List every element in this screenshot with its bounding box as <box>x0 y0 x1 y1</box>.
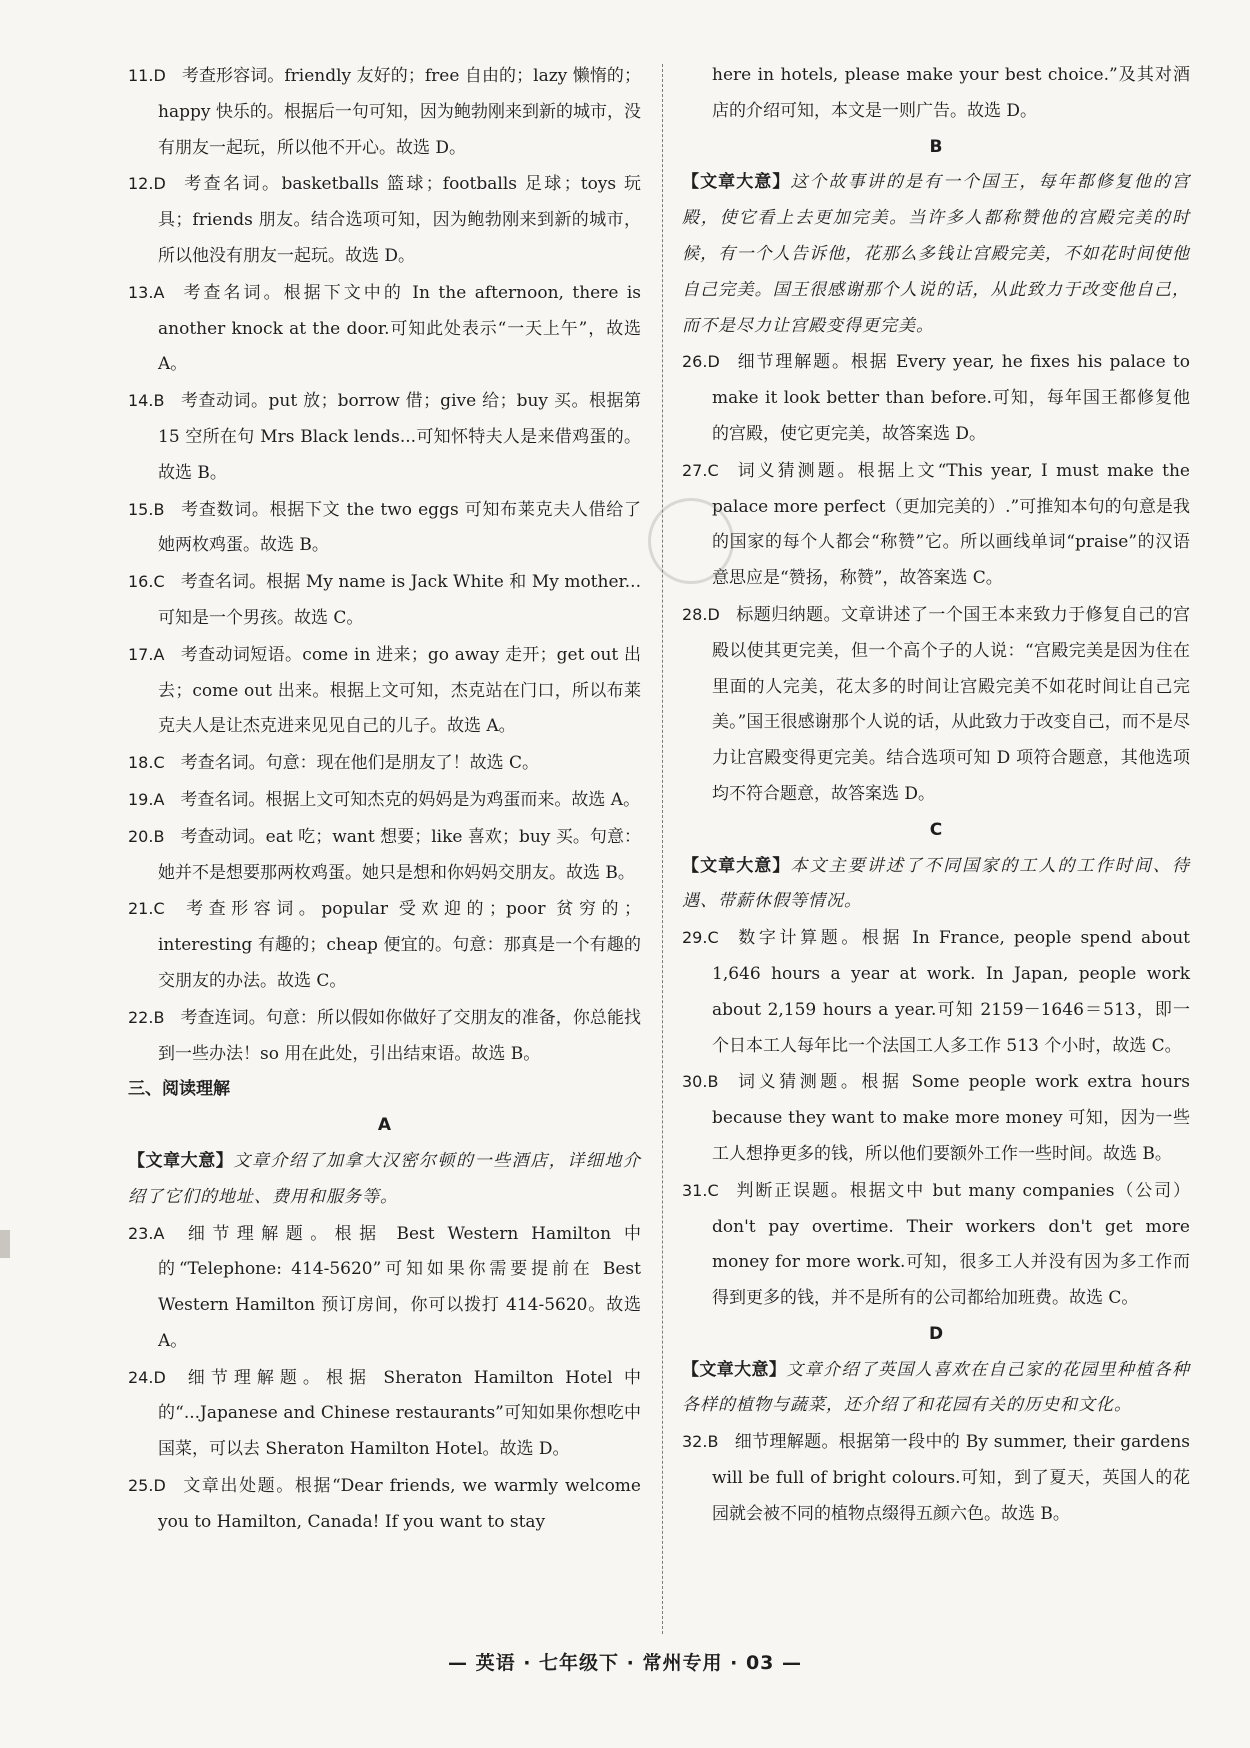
answer-letter: D <box>707 352 720 372</box>
answer-letter: D <box>153 66 166 85</box>
question-number: 17. <box>128 644 154 664</box>
question-item <box>128 58 641 166</box>
explanation-text: 考查动词短语。come in 进来；go away 走开；get out 出去；come out 出来。根据上文可知，杰克站在门口，所以布莱克夫人是让杰克进来见见自己的儿子。故选 A。 <box>158 644 641 737</box>
answer-letter: B <box>153 1007 165 1027</box>
explanation-text: 细节理解题。根据第一段中的 By summer, their gardens will be full of bright colours.可知，到了夏天，英国人的花园就会被不同的植物点缀得五颜六色。故选 B。 <box>712 1432 1190 1524</box>
explanation-text: 考查名词。根据下文中的 In the afternoon, there is another knock at the door.可知此处表示“一天上午”，故选 A。 <box>158 282 641 375</box>
left-column <box>128 58 641 1541</box>
stamp-seal <box>648 498 734 584</box>
answer-letter: B <box>707 1432 719 1452</box>
question-number: 12. <box>128 174 154 194</box>
explanation-text: 细节理解题。根据 Sheraton Hamilton Hotel 中的“...Japanese and Chinese restaurants”可知如果你想吃中国菜，可以去 Sheraton Hamilton Hotel。故选 D。 <box>158 1367 641 1460</box>
answer-letter: B <box>153 499 165 519</box>
passage-c-questions <box>682 920 1190 1317</box>
question-item <box>128 819 641 892</box>
question-number: 15. <box>128 499 154 519</box>
question-item <box>128 891 641 999</box>
question-number: 31. <box>682 1180 708 1200</box>
question-25-continued: here in hotels, please make your best choice.”及其对酒店的介绍可知，本文是一则广告。故选 D。 <box>712 65 1190 121</box>
answer-letter: C <box>153 572 165 592</box>
answer-letter: C <box>707 460 719 480</box>
answer-letter: A <box>153 644 165 664</box>
explanation-text: 判断正误题。根据文中 but many companies（公司）don't pay overtime. Their workers don't get more money for more work.可知，很多工人并没有因为多工作而得到更多的钱，并不是所有的公司都给加班费。故选 C。 <box>712 1180 1190 1309</box>
question-item <box>128 637 641 745</box>
explanation-text: 考查名词。basketballs 篮球；footballs 足球；toys 玩具；friends 朋友。结合选项可知，因为鲍勃刚来到新的城市，所以他没有朋友一起玩。故选 D。 <box>158 174 641 266</box>
question-item <box>682 453 1190 597</box>
right-column <box>682 58 1190 1533</box>
question-number: 20. <box>128 826 154 846</box>
answer-letter: D <box>153 1367 166 1387</box>
explanation-text: 词义猜测题。根据 Some people work extra hours because they want to make more money 可知，因为一些工人想挣更多的钱，所以他们要额外工作一些时间。故选 B。 <box>712 1072 1190 1164</box>
explanation-text: 数字计算题。根据 In France, people spend about 1,646 hours a year at work. In Japan, people work about 2,159 hours a year.可知 2159－1646＝513，即一个日本工人每年比一个法国工人多工作 513 个小时，故选 C。 <box>712 928 1190 1056</box>
question-item <box>128 383 641 491</box>
passage-b-summary: 【文章大意】这个故事讲的是有一个国王，每年都修复他的宫殿，使它看上去更加完美。当许多人都称赞他的宫殿完美的时候，有一个人告诉他，花那么多钱让宫殿完美，不如花时间使他自己完美。国王很感谢那个人说的话，从此致力于改变他自己，而不是尽力让宫殿变得更完美。 <box>682 172 1191 336</box>
passage-d-summary: 【文章大意】文章介绍了英国人喜欢在自己家的花园里种植各种各样的植物与蔬菜，还介绍了和花园有关的历史和文化。 <box>682 1359 1191 1416</box>
question-item <box>682 1424 1190 1532</box>
question-item <box>128 275 641 383</box>
page-edge-mark <box>0 1230 10 1258</box>
answer-letter: D <box>153 174 166 194</box>
question-item <box>682 1173 1190 1317</box>
question-number: 29. <box>682 928 708 948</box>
explanation-text: 文章出处题。根据“Dear friends, we warmly welcome you to Hamilton, Canada! If you want to stay <box>158 1476 641 1532</box>
passage-d-letter: D <box>928 1323 944 1344</box>
question-number: 28. <box>682 604 708 624</box>
question-item <box>128 1000 641 1073</box>
question-number: 23. <box>128 1223 154 1243</box>
passage-d-questions <box>682 1424 1190 1532</box>
passage-b-questions <box>682 344 1190 812</box>
left-question-list <box>128 58 641 1072</box>
answer-letter: A <box>153 282 165 302</box>
question-number: 22. <box>128 1007 154 1027</box>
answer-letter: C <box>153 753 165 773</box>
question-item <box>682 597 1190 813</box>
question-number: 27. <box>682 460 708 480</box>
answer-letter: C <box>707 1180 719 1200</box>
answer-letter: A <box>153 1223 165 1243</box>
question-item <box>128 492 641 565</box>
explanation-text: 标题归纳题。文章讲述了一个国王本来致力于修复自己的宫殿以使其更完美，但一个高个子的人说：“宫殿完美是因为住在里面的人完美，花太多的时间让宫殿完美不如花时间让自己完美。”国王很感谢那个人说的话，从此致力于改变自己，而不是尽力让宫殿变得更完美。结合选项可知 D 项符合题意，其他选项均不符合题意，故答案选 D。 <box>712 604 1190 804</box>
answer-letter: C <box>153 899 165 919</box>
passage-c-letter: C <box>929 819 943 840</box>
answer-letter: D <box>707 604 720 624</box>
question-item <box>128 1216 641 1360</box>
question-number: 26. <box>682 352 708 372</box>
explanation-text: 考查连词。句意：所以假如你做好了交朋友的准备，你总能找到一些办法！so 用在此处，引出结束语。故选 B。 <box>158 1007 641 1064</box>
section-title: 三、阅读理解 <box>128 1079 230 1100</box>
passage-b-letter: B <box>929 136 943 157</box>
question-item <box>128 745 641 782</box>
explanation-text: 细节理解题。根据 Every year, he fixes his palace to make it look better than before.可知，每年国王都修复他的宫殿，使它更完美，故答案选 D。 <box>712 352 1190 444</box>
question-item <box>682 344 1190 452</box>
passage-c-summary: 【文章大意】本文主要讲述了不同国家的工人的工作时间、待遇、带薪休假等情况。 <box>682 855 1191 912</box>
answer-letter: D <box>153 1476 166 1496</box>
question-number: 25. <box>128 1476 154 1496</box>
question-item <box>128 564 641 637</box>
question-number: 32. <box>682 1432 708 1452</box>
question-number: 30. <box>682 1072 708 1092</box>
question-item <box>128 166 641 274</box>
left-question-list-2 <box>128 1216 641 1541</box>
question-number: 11. <box>128 66 154 85</box>
explanation-text: 考查名词。根据上文可知杰克的妈妈是为鸡蛋而来。故选 A。 <box>180 789 641 810</box>
explanation-text: 考查动词。put 放；borrow 借；give 给；buy 买。根据第 15 空所在句 Mrs Black lends...可知怀特夫人是来借鸡蛋的。故选 B。 <box>158 391 641 483</box>
answer-letter: C <box>707 928 719 948</box>
explanation-text: 细节理解题。根据 Best Western Hamilton 中的“Telephone: 414-5620”可知如果你需要提前在 Best Western Hamilton 预订房间，你可以拨打 414-5620。故选 A。 <box>158 1223 641 1351</box>
question-item <box>682 920 1190 1064</box>
column-divider <box>662 64 663 1634</box>
passage-a-summary: 【文章大意】文章介绍了加拿大汉密尔顿的一些酒店，详细地介绍了它们的地址、费用和服务等。 <box>128 1150 642 1207</box>
question-number: 19. <box>128 789 154 809</box>
explanation-text: 考查数词。根据下文 the two eggs 可知布莱克夫人借给了她两枚鸡蛋。故选 B。 <box>158 499 641 556</box>
explanation-text: 考查名词。句意：现在他们是朋友了！故选 C。 <box>180 753 540 774</box>
passage-a-letter: A <box>377 1115 392 1136</box>
page-footer: — 英语 · 七年级下 · 常州专用 · 03 — <box>447 1652 802 1674</box>
question-item <box>682 1064 1190 1172</box>
explanation-text: 考查动词。eat 吃；want 想要；like 喜欢；buy 买。句意：她并不是想要那两枚鸡蛋。她只是想和你妈妈交朋友。故选 B。 <box>158 826 641 883</box>
question-item <box>128 1468 641 1541</box>
question-item <box>128 1360 641 1468</box>
question-number: 13. <box>128 282 154 302</box>
answer-letter: B <box>707 1072 719 1092</box>
explanation-text: 词义猜测题。根据上文“This year, I must make the palace more perfect（更加完美的）.”可推知本句的句意是我的国家的每个人都会“称赞”它。所以画线单词“praise”的汉语意思应是“赞扬，称赞”，故答案选 C。 <box>712 460 1190 589</box>
explanation-text: 考查形容词。popular 受欢迎的；poor 贫穷的；interesting 有趣的；cheap 便宜的。句意：那真是一个有趣的交朋友的办法。故选 C。 <box>158 899 641 991</box>
answer-letter: B <box>153 391 165 411</box>
answer-letter: B <box>153 826 165 846</box>
answer-letter: A <box>153 789 165 809</box>
question-number: 24. <box>128 1367 154 1387</box>
question-item <box>128 782 641 819</box>
question-number: 16. <box>128 572 154 592</box>
explanation-text: 考查名词。根据 My name is Jack White 和 My mother...可知是一个男孩。故选 C。 <box>158 572 641 628</box>
question-number: 21. <box>128 899 154 919</box>
explanation-text: 考查形容词。friendly 友好的；free 自由的；lazy 懒惰的；happy 快乐的。根据后一句可知，因为鲍勃刚来到新的城市，没有朋友一起玩，所以他不开心。故选 D。 <box>158 66 641 158</box>
question-number: 14. <box>128 391 154 411</box>
question-number: 18. <box>128 753 154 773</box>
